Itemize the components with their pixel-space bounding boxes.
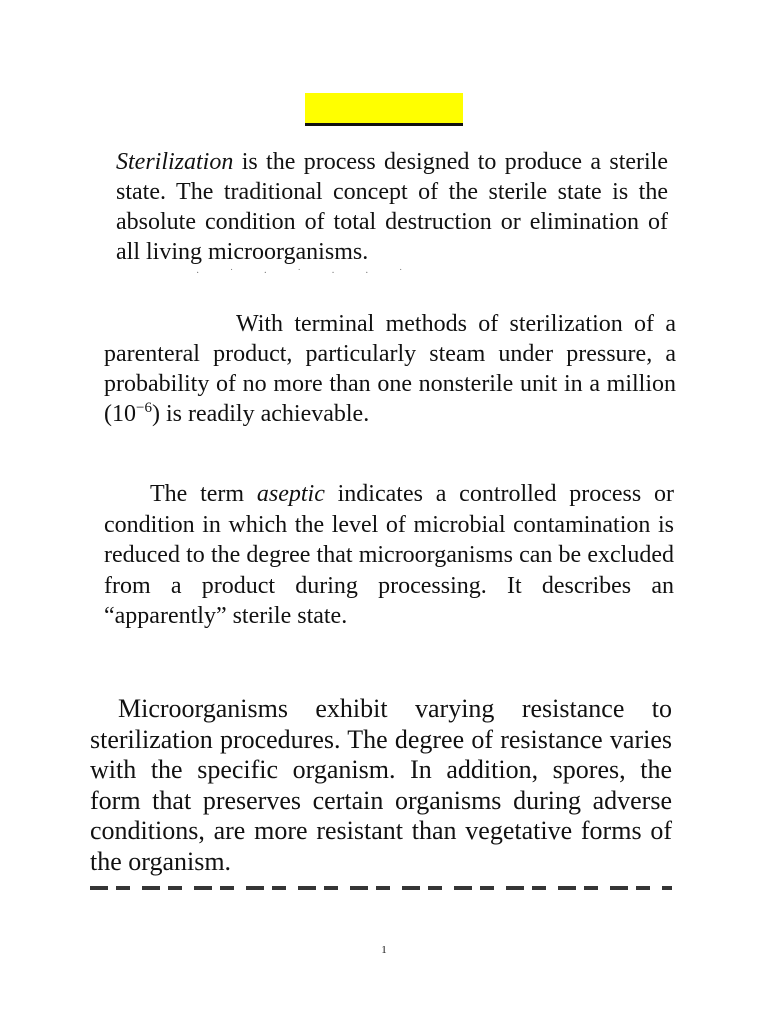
paragraph-3-text-after: indicates a controlled process or condition in which the level of microbial contamination is reduced to the degree that microorganisms can be excluded from a product during processing. It describes an “apparently” sterile state.: [104, 481, 674, 629]
paragraph-2-text-after: ) is readily achievable.: [151, 401, 370, 427]
page-number: 1: [381, 944, 387, 956]
exponent: −6: [136, 400, 152, 416]
paragraph-sterilization-definition: [116, 147, 668, 267]
term-sterilization: Sterilization: [116, 149, 234, 175]
paragraph-microorganism-resistance: [90, 694, 672, 877]
paragraph-1-text: is the process designed to produce a sterile state. The traditional concept of the sterile state is the absolute condition of total destruction or elimination of all living microorganisms.: [116, 149, 668, 265]
paragraph-terminal-methods: [104, 309, 676, 429]
cutoff-text-line: [90, 874, 672, 890]
scan-specks: · ˙ · ˙ · · ˙: [196, 268, 417, 279]
term-aseptic: aseptic: [256, 481, 325, 507]
yellow-highlight-block: [305, 93, 463, 126]
paragraph-aseptic-definition: [104, 479, 674, 632]
paragraph-4-text: Microorganisms exhibit varying resistance to sterilization procedures. The degree of resistance varies with the specific organism. In addition, spores, the form that preserves certain organisms during adverse conditions, are more resistant than vegetative forms of the organism.: [90, 694, 672, 876]
paragraph-3-text-before: The term: [150, 481, 257, 507]
paragraph-2-text-before: With terminal methods of sterilization of a parenteral product, particularly steam under pressure, a probability of no more than one nonsterile unit in a million (10: [104, 311, 676, 427]
